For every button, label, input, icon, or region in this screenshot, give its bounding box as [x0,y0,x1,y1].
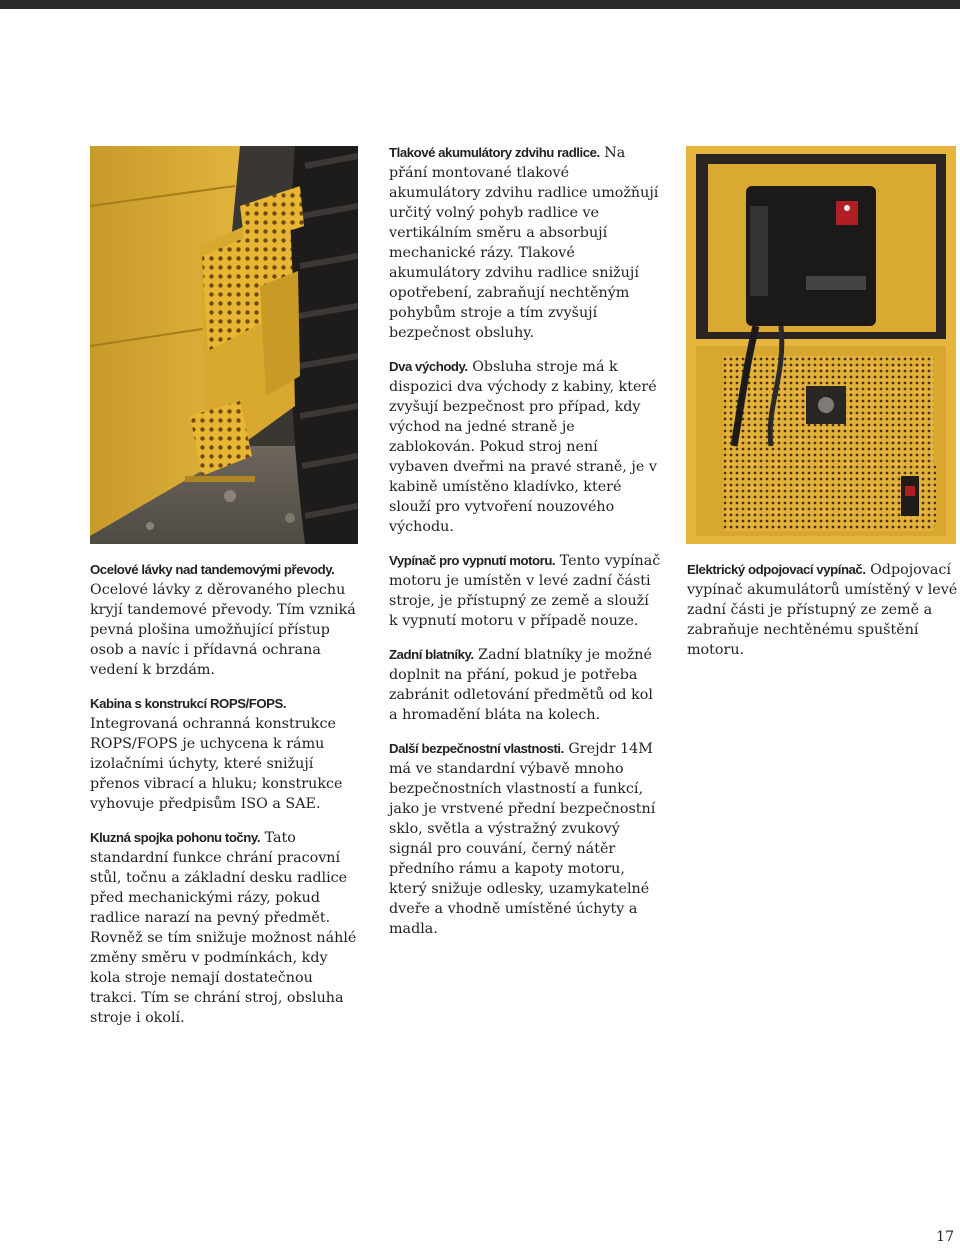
heading-safety-features: Další bezpečnostní vlastnosti. [389,741,564,756]
text-disconnect-switch: Odpojovací vypínač akumulátorů umístěný v levé zadní části je přístupný ze země a zabraňuje nechtěnému spuštění motoru. [687,562,958,658]
tandem-walkway-illustration [90,146,358,544]
heading-two-exits: Dva východy. [389,359,468,374]
paragraph-disconnect-switch [687,560,959,660]
text-rear-fenders: Zadní blatníky je možné doplnit na přání, pokud je potřeba zabránit odletování předmětů od kol a hromadění bláta na kolech. [389,647,653,723]
heading-rops-cab: Kabina s konstrukcí ROPS/FOPS. [90,696,287,711]
heading-slip-clutch: Kluzná spojka pohonu točny. [90,830,261,845]
right-text-column [687,560,959,674]
heading-accumulators: Tlakové akumulátory zdvihu radlice. [389,145,600,160]
paragraph-rear-fenders [389,645,661,725]
text-slip-clutch: Tato standardní funkce chrání pracovní stůl, točnu a základní desku radlice před mechanickými rázy, pokud radlice narazí na pevný předmět. Rovněž se tím snižuje možnost náhlé změny směru v podmínkách, kdy kola stroje nemají dostatečnou trakci. Tím se chrání stroj, obsluha stroje i okolí. [90,830,357,1026]
paragraph-tandem-walkways [90,560,362,680]
paragraph-two-exits [389,357,661,537]
disconnect-switch-illustration [686,146,956,544]
text-safety-features: Grejdr 14M má ve standardní výbavě mnoho bezpečnostních vlastností a funkcí, jako je vrstvené přední bezpečnostní sklo, světla a výstražný zvukový signál pro couvání, černý nátěr předního rámu a kapoty motoru, který snižuje odlesky, uzamykatelné dveře a vhodně umístěné úchyty a madla. [389,741,656,937]
tandem-walkway-photo [90,146,358,544]
paragraph-engine-shutoff [389,551,661,631]
page-number: 17 [936,1229,954,1245]
paragraph-safety-features [389,739,661,939]
text-two-exits: Obsluha stroje má k dispozici dva východy z kabiny, které zvyšují bezpečnost pro případ, kdy východ na jedné straně je zablokován. Pokud stroj není vybaven dveřmi na pravé straně, je v kabině umístěno kladívko, které slouží pro vytvoření nouzového východu. [389,359,657,535]
heading-rear-fenders: Zadní blatníky. [389,647,474,662]
left-text-column [90,560,362,1042]
paragraph-slip-clutch [90,828,362,1028]
middle-text-column [389,143,661,953]
heading-engine-shutoff: Vypínač pro vypnutí motoru. [389,553,556,568]
heading-tandem-walkways: Ocelové lávky nad tandemovými převody. [90,562,335,577]
disconnect-switch-photo [686,146,956,544]
text-accumulators: Na přání montované tlakové akumulátory zdvihu radlice umožňují určitý volný pohyb radlice ve vertikálním směru a absorbují mechanické rázy. Tlakové akumulátory zdvihu radlice snižují opotřebení, zabraňují nechtěným pohybům stroje a tím zvyšují bezpečnost obsluhy. [389,145,659,341]
text-tandem-walkways: Ocelové lávky z děrovaného plechu kryjí tandemové převody. Tím vzniká pevná plošina umožňující přístup osob a navíc i přídavná ochrana vedení k brzdám. [90,582,356,678]
heading-disconnect-switch: Elektrický odpojovací vypínač. [687,562,866,577]
text-engine-shutoff: Tento vypínač motoru je umístěn v levé zadní části stroje, je přístupný ze země a slouží k vypnutí motoru v případě nouze. [389,553,661,629]
paragraph-accumulators [389,143,661,343]
paragraph-rops-cab [90,694,362,814]
text-rops-cab: Integrovaná ochranná konstrukce ROPS/FOPS je uchycena k rámu izolačními úchyty, které snižují přenos vibrací a hluku; konstrukce vyhovuje předpisům ISO a SAE. [90,716,343,812]
top-bar [0,0,960,9]
